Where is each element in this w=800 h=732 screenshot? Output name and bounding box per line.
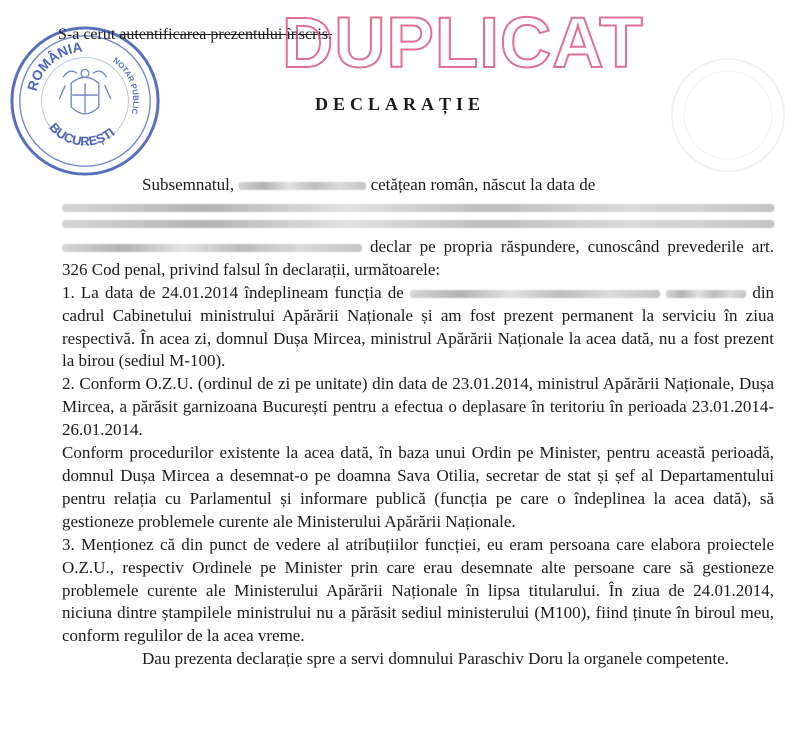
paragraph-point-2: 2. Conform O.Z.U. (ordinul de zi pe unitate) din data de 23.01.2014, ministrul Apărării Naționale, Dușa Mircea, a părăsit garnizoana București pentru a efectua o deplasare în teritoriu în perioada 23.01.2014-26.01.2014. — [62, 374, 774, 440]
certification-text: autentificarea prezentului înscris. — [119, 26, 333, 43]
seal-right-text: NOTAR PUBLIC — [111, 55, 141, 116]
paragraph-point-3: 3. Menționez că din punct de vedere al atribuțiilor funcției, eu eram persoana care elabora proiectele O.Z.U., respectiv Ordinele pe Minister prin care erau desemnate alte persoane care să gestioneze problemele curente ale Ministerului Apărării Naționale în lipsa titularului. În ziua de 24.01.2014, niciuna dintre ștampilele ministrului nu a părăsit sediul ministerului (M100), fiind ținute în biroul meu, conform regulilor de la acea vreme. — [62, 534, 774, 646]
redacted-function — [410, 290, 660, 298]
redacted-id — [62, 244, 362, 252]
paragraph-intro — [62, 174, 774, 282]
faint-seal-mark — [668, 55, 788, 175]
duplicate-stamp: DUPLICAT — [282, 4, 644, 83]
redacted-function — [666, 290, 746, 298]
declaration-body — [62, 174, 774, 671]
svg-text:BUCUREȘTI — [46, 120, 117, 149]
document-title: DECLARAȚIE — [314, 94, 486, 114]
paragraph-procedure: Conform procedurilor existente la acea dată, în baza unui Ordin pe Minister, pentru această perioadă, domnul Dușa Mircea a desemnat-o pe doamna Sava Otilia, secretar de stat și șef al Departamentului pentru relația cu Parlamentul și informare publică (funcția pe care o îndeplinea la acea dată), să gestioneze problemele curente ale Ministerului Apărării Naționale. — [62, 443, 774, 531]
point-1-text-a: 1. La data de 24.01.2014 îndeplineam funcția de — [62, 282, 404, 302]
redacted-line — [62, 204, 774, 212]
intro-birth-text: cetățean român, născut la data de — [370, 175, 596, 194]
paragraph-closing: Dau prezenta declarație spre a servi domnului Paraschiv Doru la organele competente. — [142, 649, 729, 669]
paragraph-point-1 — [62, 282, 774, 374]
redacted-name — [238, 182, 366, 190]
intro-declaration-text: declar pe propria răspundere, cunoscând prevederile art. 326 Cod penal, privind falsul în declarații, următoarele: — [62, 236, 775, 279]
seal-bottom-text: BUCUREȘTI — [46, 119, 118, 149]
redacted-line — [62, 220, 774, 228]
point-1-text-b: din cadrul Cabinetului ministrului Apărării Naționale și am fost prezent permanent la serviciu în ziua respectivă. În acea zi, domnul Dușa Mircea, ministrul Apărării Naționale la acea dată, nu a fost prezent la birou (sediul M-100). — [62, 282, 775, 371]
svg-text:ROMÂNIA — [24, 39, 84, 93]
intro-subject-label: Subsemnatul, — [142, 175, 235, 194]
certification-prefix: S-a cerut — [58, 26, 116, 43]
seal-top-text: ROMÂNIA — [23, 38, 84, 93]
